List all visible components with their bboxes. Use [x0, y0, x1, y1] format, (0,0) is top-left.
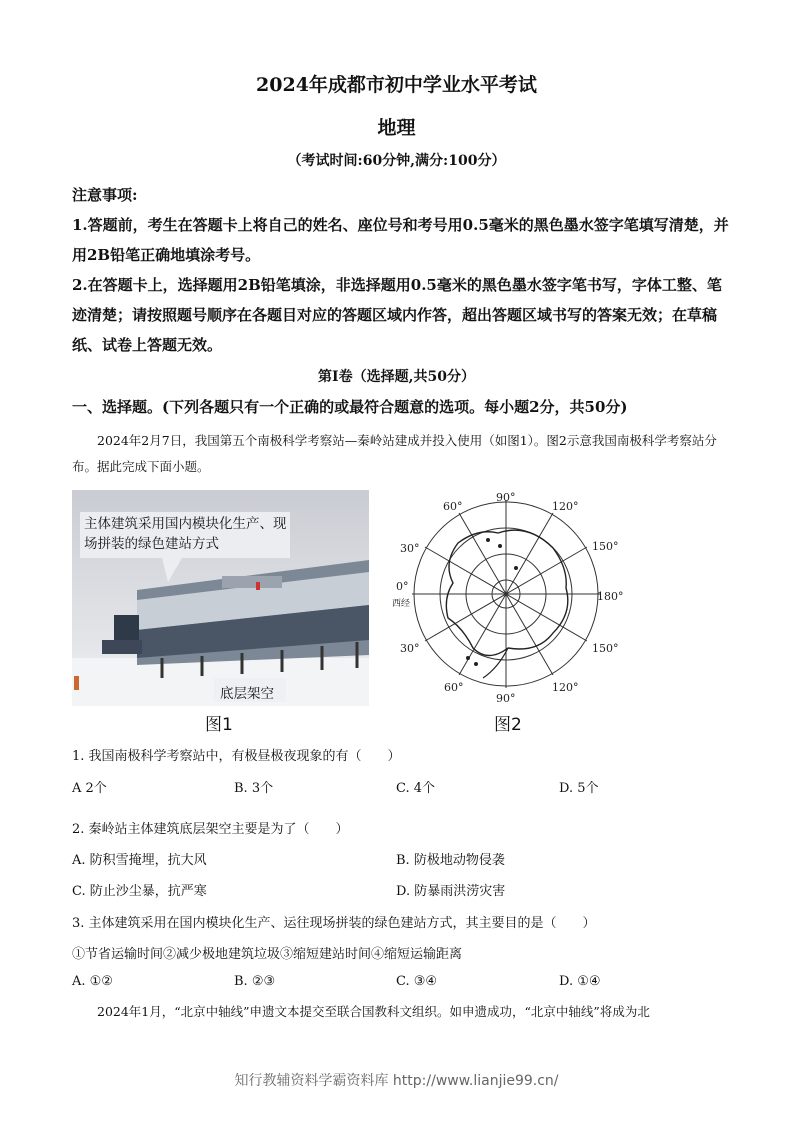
figure-1-caption: 图1: [205, 715, 233, 735]
question-3-sub: ①节省运输时间②减少极地建筑垃圾③缩短建站时间④缩短运输距离: [72, 947, 463, 962]
section-title: 第Ⅰ卷（选择题,共50分）: [318, 369, 475, 385]
notice-item-2: 2.在答题卡上，选择题用2B铅笔填涂，非选择题用0.5毫米的黑色墨水签字笔书写，字体工整、笔迹清楚；请按照题号顺序在各题目对应的答题区域内作答，超出答题区域书写的答案无效；在草稿纸、试卷上答题无效。: [72, 276, 722, 354]
q3-option-c: C. ③④: [396, 974, 438, 989]
q1-option-c: C. 4个: [396, 781, 436, 796]
figure-2-map: [388, 488, 628, 710]
figure-1-photo: [72, 490, 369, 706]
part-heading: 一、选择题。(下列各题只有一个正确的或最符合题意的选项。每小题2分，共50分): [72, 398, 628, 416]
q1-option-a: A 2个: [72, 781, 107, 796]
map-label-30-left: 30°: [400, 542, 420, 555]
map-label-150-right: 150°: [592, 540, 619, 553]
notice-item-1: 1.答题前，考生在答题卡上将自己的姓名、座位号和考号用0.5毫米的黑色墨水签字笔填写清楚，并用2B铅笔正确地填涂考号。: [72, 216, 729, 264]
map-label-120-top: 120°: [552, 500, 579, 513]
question-3-stem: 3. 主体建筑采用在国内模块化生产、运往现场拼装的绿色建站方式，其主要目的是（ ）: [72, 916, 596, 931]
q1-option-d: D. 5个: [559, 781, 599, 796]
q1-option-b: B. 3个: [234, 781, 274, 796]
map-label-0: 0°: [396, 580, 409, 593]
q2-option-b: B. 防极地动物侵袭: [396, 853, 505, 868]
question-2-stem: 2. 秦岭站主体建筑底层架空主要是为了（ ）: [72, 822, 349, 837]
footer-watermark: 知行教辅资料学霸资料库 http://www.lianjie99.cn/: [234, 1073, 559, 1089]
figure-1-callout-1: 主体建筑采用国内模块化生产、现场拼装的绿色建站方式: [84, 516, 287, 552]
map-label-west: 西经: [392, 599, 411, 609]
map-label-120-bottom: 120°: [552, 681, 579, 694]
exam-info: （考试时间:60分钟,满分:100分）: [287, 153, 506, 169]
intro-paragraph: 2024年2月7日，我国第五个南极科学考察站—秦岭站建成并投入使用（如图1）。图2示意我国南极科学考察站分布。据此完成下面小题。: [72, 433, 717, 474]
figure-1-callout-2: 底层架空: [220, 686, 274, 702]
q3-option-b: B. ②③: [234, 974, 276, 989]
notice-heading: 注意事项:: [72, 186, 138, 204]
q2-option-d: D. 防暴雨洪涝灾害: [396, 884, 506, 899]
subject-title: 地理: [377, 117, 416, 139]
q2-option-a: A. 防积雪掩埋，抗大风: [72, 853, 207, 868]
q3-option-d: D. ①④: [559, 974, 601, 989]
map-label-90-top: 90°: [496, 491, 516, 504]
map-label-90-bottom: 90°: [496, 692, 516, 705]
intro-paragraph-2: 2024年1月，“北京中轴线”申遗文本提交至联合国教科文组织。如申遗成功，“北京中轴线”将成为北: [97, 1004, 650, 1019]
map-label-150-right-bottom: 150°: [592, 642, 619, 655]
map-label-60-top: 60°: [443, 500, 463, 513]
map-label-180: 180°: [597, 590, 624, 603]
map-label-60-bottom: 60°: [444, 681, 464, 694]
map-label-30-left-bottom: 30°: [400, 642, 420, 655]
figure-2-caption: 图2: [494, 715, 522, 735]
question-1-stem: 1. 我国南极科学考察站中，有极昼极夜现象的有（ ）: [72, 749, 401, 764]
exam-title: 2024年成都市初中学业水平考试: [256, 74, 537, 96]
q2-option-c: C. 防止沙尘暴，抗严寒: [72, 884, 207, 899]
q3-option-a: A. ①②: [72, 974, 113, 989]
